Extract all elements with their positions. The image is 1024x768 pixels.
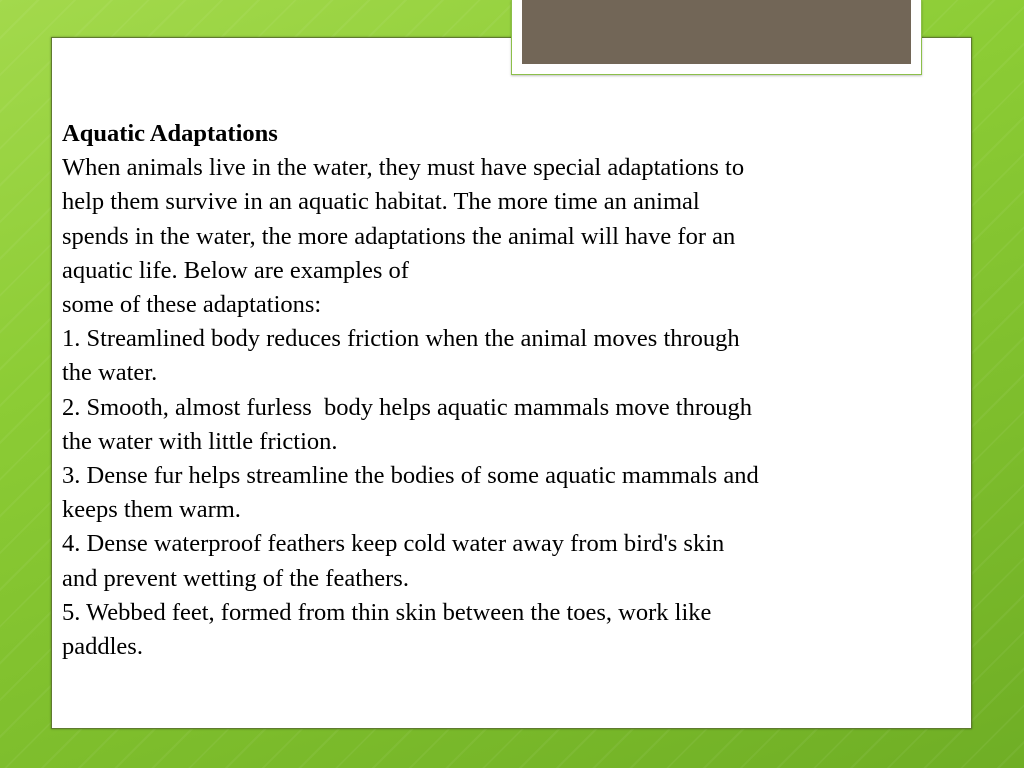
header-bar	[522, 0, 911, 64]
slide-title: Aquatic Adaptations	[62, 120, 278, 147]
list-item-line: 4. Dense waterproof feathers keep cold water away from bird's skin	[62, 530, 725, 558]
header-tab	[511, 0, 922, 75]
text-line: spends in the water, the more adaptations the animal will have for an	[62, 222, 736, 250]
list-item-line: 2. Smooth, almost furless body helps aquatic mammals move through	[62, 393, 752, 421]
list-item-line: 3. Dense fur helps streamline the bodies of some aquatic mammals and	[62, 462, 759, 490]
slide-content	[62, 117, 922, 664]
list-item-line: the water with little friction.	[62, 427, 338, 455]
text-line: When animals live in the water, they must have special adaptations to	[62, 154, 745, 182]
text-line: aquatic life. Below are examples of	[62, 256, 409, 284]
list-item-line: the water.	[62, 359, 158, 387]
list-item-line: 1. Streamlined body reduces friction when the animal moves through	[62, 325, 740, 353]
list-item-line: 5. Webbed feet, formed from thin skin between the toes, work like	[62, 598, 712, 626]
list-item-line: keeps them warm.	[62, 496, 241, 524]
text-line: some of these adaptations:	[62, 291, 322, 319]
text-line: help them survive in an aquatic habitat. The more time an animal	[62, 188, 700, 216]
list-item-line: paddles.	[62, 633, 143, 661]
list-item-line: and prevent wetting of the feathers.	[62, 564, 409, 592]
